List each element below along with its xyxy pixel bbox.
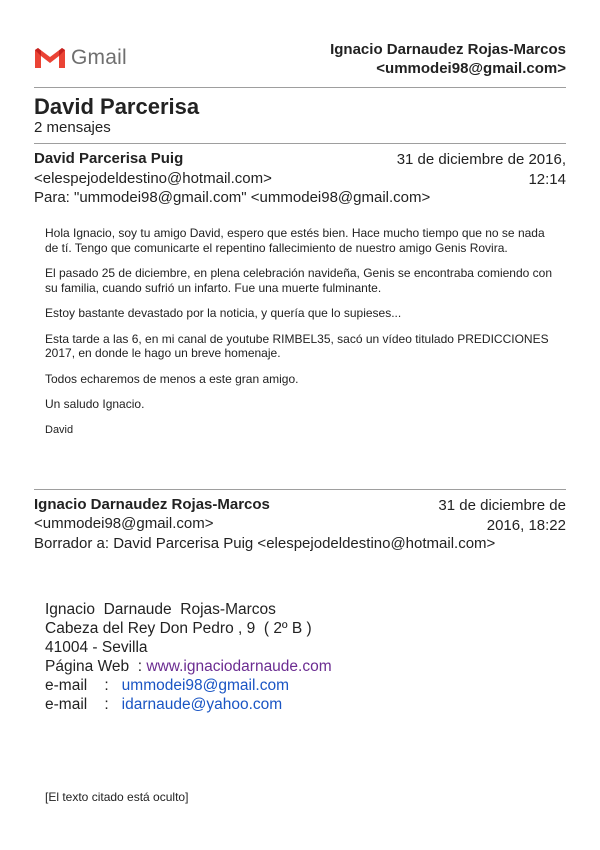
thread-subject: David Parcerisa bbox=[34, 94, 200, 119]
message-1-paragraph: Esta tarde a las 6, en mi canal de youtube RIMBEL35, sacó un vídeo titulado PREDICCIONES 2017, en donde le hago un breve homenaje. bbox=[45, 331, 549, 360]
contact-email1-link[interactable]: ummodei98@gmail.com bbox=[121, 677, 290, 694]
message-2-date-line1: 31 de diciembre de bbox=[438, 497, 566, 514]
message-divider bbox=[34, 489, 566, 490]
gmail-logo-text: Gmail bbox=[71, 46, 127, 69]
message-1-paragraph: Todos echaremos de menos a este gran amigo. bbox=[45, 371, 299, 386]
gmail-logo bbox=[34, 44, 130, 72]
contact-email1-row bbox=[45, 676, 332, 695]
message-2-draft-recipient: Borrador a: David Parcerisa Puig <elespejodeldestino@hotmail.com> bbox=[34, 535, 496, 552]
message-1-date bbox=[397, 150, 566, 190]
quoted-text-hidden[interactable]: [El texto citado está oculto] bbox=[45, 790, 189, 804]
message-count: 2 mensajes bbox=[34, 119, 111, 136]
contact-email1-label: e-mail : bbox=[45, 677, 122, 694]
message-1-paragraph: Un saludo Ignacio. bbox=[45, 397, 145, 411]
account-info bbox=[330, 40, 566, 78]
gmail-m-icon bbox=[34, 46, 66, 70]
contact-street: Cabeza del Rey Don Pedro , 9 ( 2º B ) bbox=[45, 620, 312, 637]
contact-web-link[interactable]: www.ignaciodarnaude.com bbox=[146, 658, 332, 675]
message-1-date-line1: 31 de diciembre de 2016, bbox=[396, 151, 566, 168]
message-1-sender-name: David Parcerisa Puig bbox=[34, 150, 184, 167]
message-1-recipient: Para: "ummodei98@gmail.com" <ummodei98@gmail.com> bbox=[34, 189, 431, 206]
message-2-sender-email: <ummodei98@gmail.com> bbox=[34, 515, 214, 532]
contact-email2-label: e-mail : bbox=[45, 696, 122, 713]
message-1-paragraph: El pasado 25 de diciembre, en plena celebración navideña, Genis se encontraba comiendo con su familia, cuando sufrió un infarto. Fue una muerte fulminante. bbox=[45, 266, 552, 295]
contact-email2-link[interactable]: idarnaude@yahoo.com bbox=[121, 696, 283, 713]
contact-email2-row bbox=[45, 695, 332, 714]
message-1-date-line2: 12:14 bbox=[528, 171, 566, 188]
contact-city: 41004 - Sevilla bbox=[45, 639, 148, 656]
message-2-date-line2: 2016, 18:22 bbox=[486, 517, 566, 534]
contact-web-row bbox=[45, 657, 332, 676]
message-1-paragraph: Estoy bastante devastado por la noticia, y quería que lo supieses... bbox=[45, 306, 402, 320]
account-email: <ummodei98@gmail.com> bbox=[376, 60, 566, 77]
contact-web-label: Página Web : bbox=[45, 658, 147, 675]
message-1-sender-email: <elespejodeldestino@hotmail.com> bbox=[34, 170, 272, 187]
subject-divider bbox=[34, 143, 566, 144]
message-2-contact-block bbox=[45, 600, 332, 714]
account-name: Ignacio Darnaudez Rojas-Marcos bbox=[330, 41, 566, 58]
message-1-body bbox=[45, 226, 560, 448]
message-1-paragraph: Hola Ignacio, soy tu amigo David, espero que estés bien. Hace mucho tiempo que no se nada de tí. Tengo que comunicarte el repentino fallecimiento de nuestro amigo Genis Rovira. bbox=[45, 226, 545, 255]
message-2-date bbox=[438, 496, 566, 536]
message-2-sender-name: Ignacio Darnaudez Rojas-Marcos bbox=[34, 496, 270, 513]
header-divider bbox=[34, 87, 566, 88]
contact-name: Ignacio Darnaude Rojas-Marcos bbox=[45, 601, 276, 618]
message-1-signature: David bbox=[45, 423, 74, 436]
